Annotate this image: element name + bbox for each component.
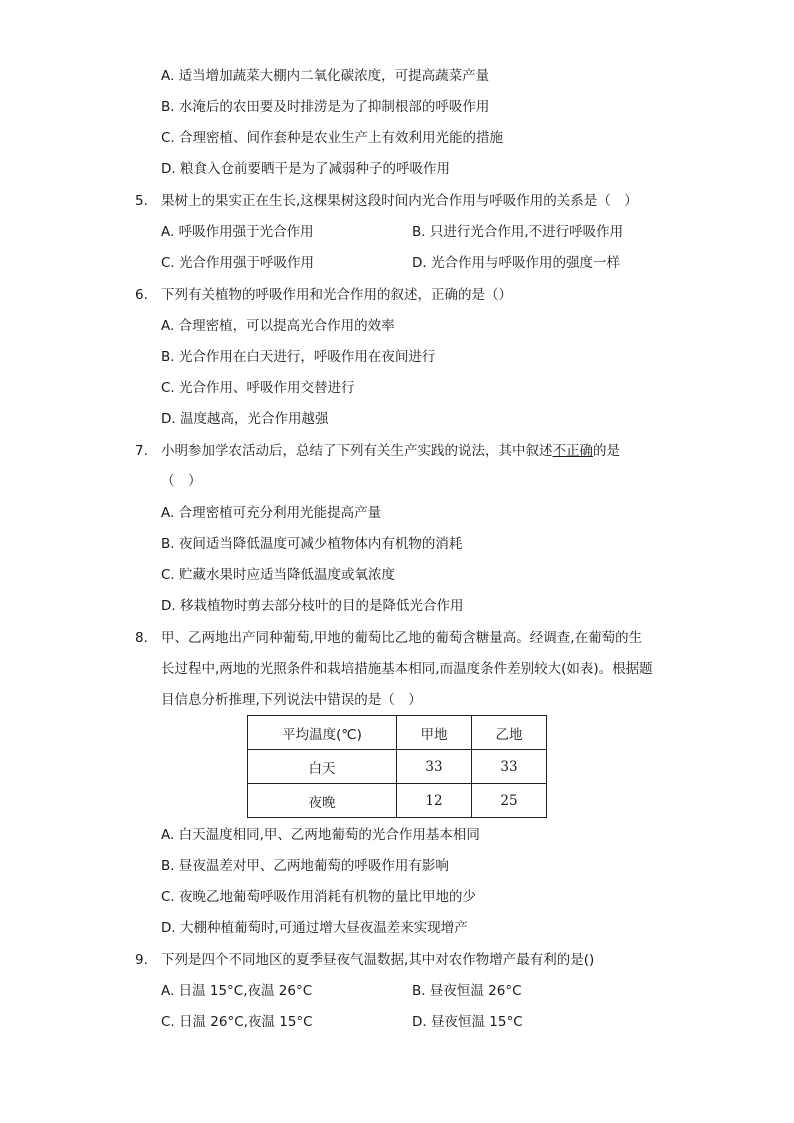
table-cell: 33 — [397, 750, 472, 784]
q7-stem-post: 的是 — [593, 443, 620, 459]
q7-option-d: D. 移栽植物时剪去部分枝叶的目的是降低光合作用 — [161, 598, 464, 614]
q7-number: 7. — [135, 443, 148, 459]
q8-stem-line1: 甲、乙两地出产同种葡萄,甲地的葡萄比乙地的葡萄含糖量高。经调查,在葡萄的生 — [161, 630, 643, 646]
q9-option-c: C. 日温 26°C,夜温 15°C — [161, 1014, 313, 1030]
q8-option-a: A. 白天温度相同,甲、乙两地葡萄的光合作用基本相同 — [161, 827, 480, 843]
table-cell: 12 — [397, 784, 472, 818]
table-header-cell: 甲地 — [397, 716, 472, 750]
table-header-row — [248, 716, 547, 750]
q7-stem — [161, 441, 620, 461]
q4-option-a: A. 适当增加蔬菜大棚内二氧化碳浓度，可提高蔬菜产量 — [161, 68, 490, 84]
q6-number: 6. — [135, 287, 148, 303]
q5-stem: 果树上的果实正在生长,这棵果树这段时间内光合作用与呼吸作用的关系是（ ） — [161, 193, 638, 209]
q8-stem-line3: 目信息分析推理,下列说法中错误的是（ ） — [161, 692, 422, 708]
q8-number: 8. — [135, 630, 148, 646]
q9-option-a: A. 日温 15°C,夜温 26°C — [161, 983, 313, 999]
q5-number: 5. — [135, 193, 148, 209]
q9-option-d: D. 昼夜恒温 15°C — [412, 1014, 523, 1030]
table-cell: 25 — [472, 784, 547, 818]
q6-option-c: C. 光合作用、呼吸作用交替进行 — [161, 380, 355, 396]
table-header-cell: 乙地 — [472, 716, 547, 750]
q7-option-a: A. 合理密植可充分利用光能提高产量 — [161, 505, 382, 521]
q7-stem-underline: 不正确 — [552, 443, 593, 459]
q5-option-b: B. 只进行光合作用,不进行呼吸作用 — [412, 224, 624, 240]
q6-option-d: D. 温度越高，光合作用越强 — [161, 411, 329, 427]
temperature-table — [247, 715, 547, 818]
q4-option-d: D. 粮食入仓前要晒干是为了减弱种子的呼吸作用 — [161, 161, 450, 177]
q8-stem-line2: 长过程中,两地的光照条件和栽培措施基本相同,而温度条件差别较大(如表)。根据题 — [161, 661, 653, 677]
q4-option-c: C. 合理密植、间作套种是农业生产上有效利用光能的措施 — [161, 130, 504, 146]
q7-option-c: C. 贮藏水果时应适当降低温度或氧浓度 — [161, 567, 396, 583]
q9-number: 9. — [135, 952, 148, 968]
q8-option-c: C. 夜晚乙地葡萄呼吸作用消耗有机物的量比甲地的少 — [161, 889, 477, 905]
table-header-cell: 平均温度(℃) — [248, 716, 397, 750]
table-row — [248, 750, 547, 784]
q5-option-c: C. 光合作用强于呼吸作用 — [161, 255, 315, 271]
q6-stem: 下列有关植物的呼吸作用和光合作用的叙述，正确的是（） — [161, 287, 512, 303]
q7-stem-pre: 小明参加学农活动后，总结了下列有关生产实践的说法，其中叙述 — [161, 443, 553, 459]
q6-option-a: A. 合理密植，可以提高光合作用的效率 — [161, 318, 395, 334]
q6-option-b: B. 光合作用在白天进行，呼吸作用在夜间进行 — [161, 349, 436, 365]
q9-option-b: B. 昼夜恒温 26°C — [412, 983, 522, 999]
table-cell: 白天 — [248, 750, 397, 784]
table-cell: 夜晚 — [248, 784, 397, 818]
q9-stem: 下列是四个不同地区的夏季昼夜气温数据,其中对农作物增产最有利的是() — [161, 952, 595, 968]
table-cell: 33 — [472, 750, 547, 784]
q8-option-d: D. 大棚种植葡萄时,可通过增大昼夜温差来实现增产 — [161, 920, 468, 936]
q7-option-b: B. 夜间适当降低温度可减少植物体内有机物的消耗 — [161, 536, 463, 552]
q8-option-b: B. 昼夜温差对甲、乙两地葡萄的呼吸作用有影响 — [161, 858, 449, 874]
q7-stem-line2: （ ） — [161, 473, 202, 489]
table-row — [248, 784, 547, 818]
q5-option-d: D. 光合作用与呼吸作用的强度一样 — [412, 255, 620, 271]
q5-option-a: A. 呼吸作用强于光合作用 — [161, 224, 314, 240]
q4-option-b: B. 水淹后的农田要及时排涝是为了抑制根部的呼吸作用 — [161, 99, 490, 115]
